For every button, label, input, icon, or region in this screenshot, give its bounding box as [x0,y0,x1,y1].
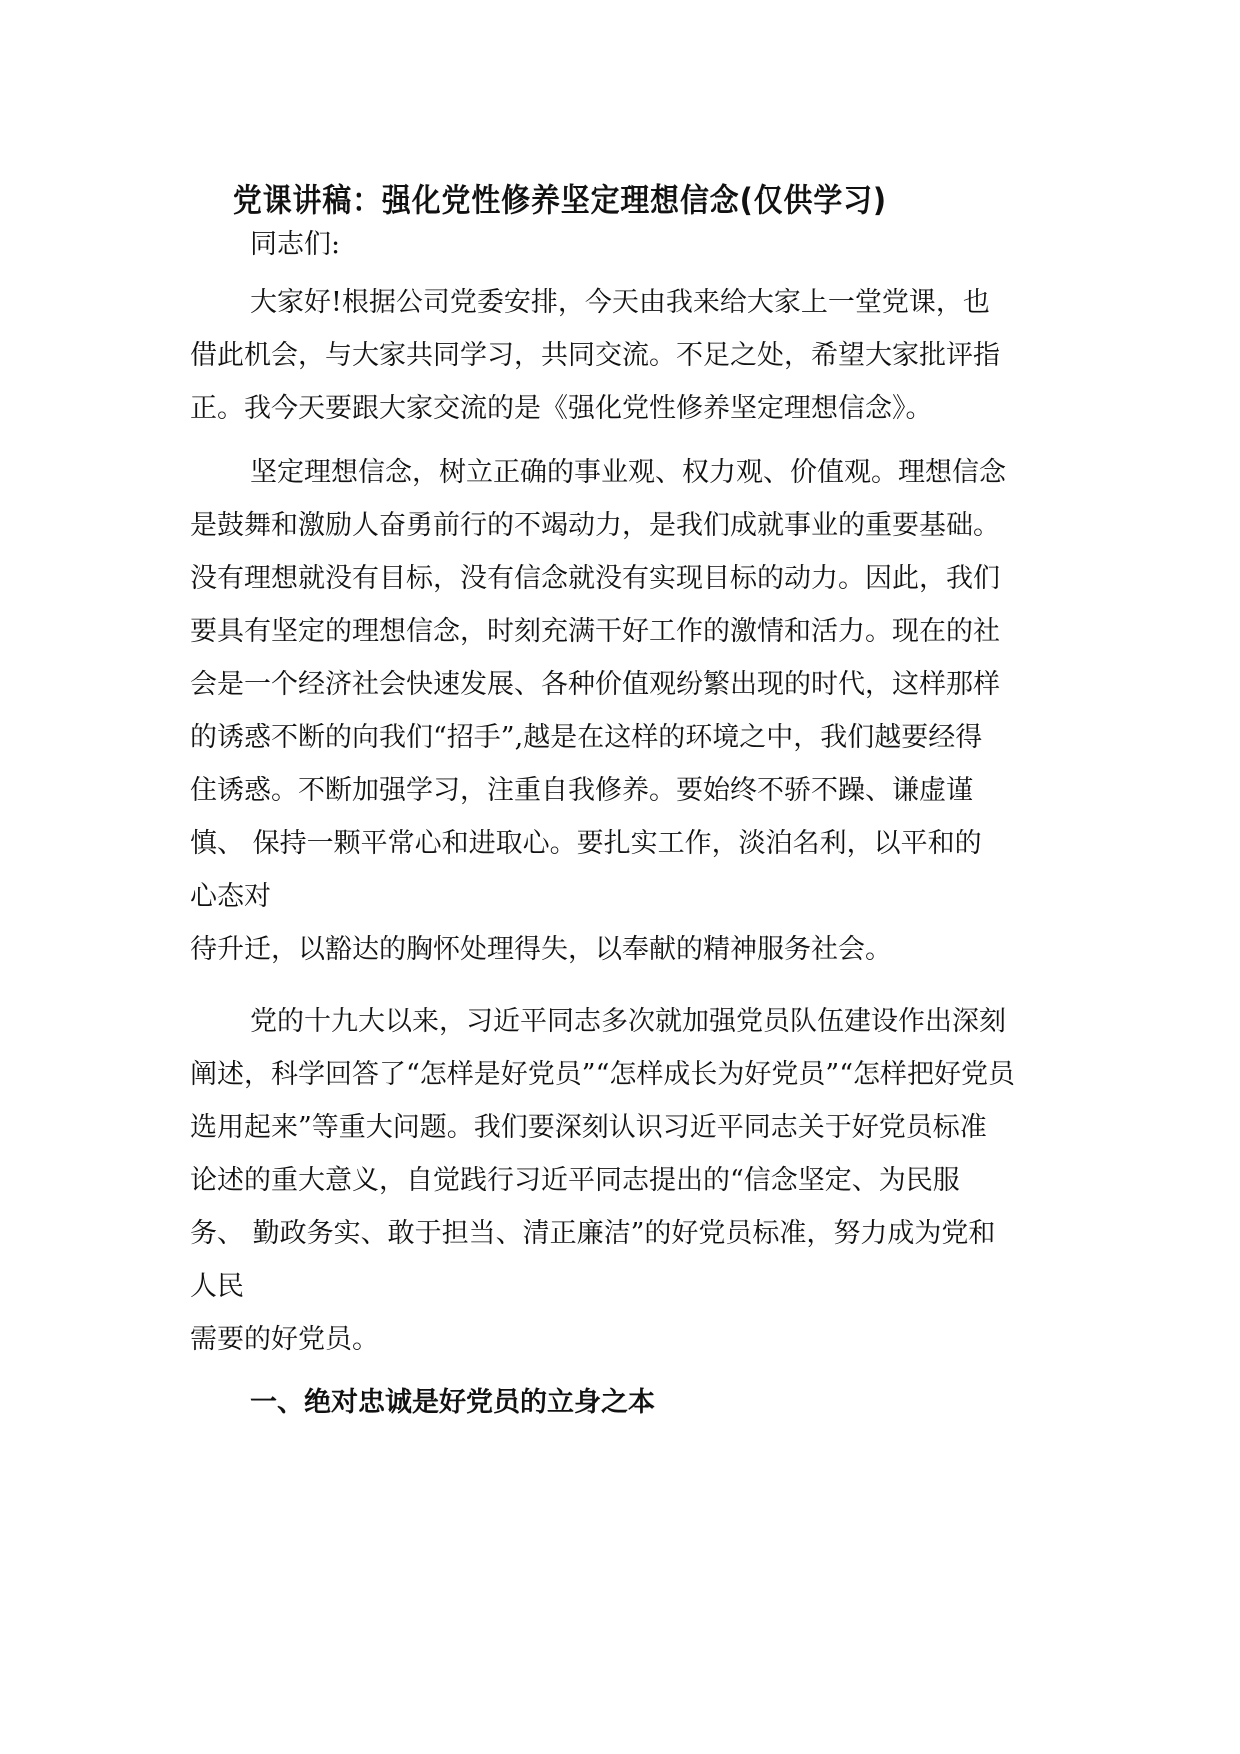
paragraph-3-line-6: 人民 [190,1271,244,1302]
paragraph-1-line-2: 借此机会，与大家共同学习，共同交流。不足之处，希望大家批评指 [190,340,1000,371]
paragraph-2-line-9: 心态对 [190,881,271,912]
paragraph-3-line-4: 论述的重大意义，自觉践行习近平同志提出的“信念坚定、为民服 [190,1165,960,1196]
section-heading: 一、绝对忠诚是好党员的立身之本 [250,1387,655,1418]
paragraph-3-line-5: 务、 勤政务实、敢于担当、清正廉洁”的好党员标准，努力成为党和 [190,1218,996,1249]
paragraph-2-line-5: 会是一个经济社会快速发展、各种价值观纷繁出现的时代，这样那样 [190,669,1000,700]
paragraph-2-line-1: 坚定理想信念，树立正确的事业观、权力观、价值观。理想信念 [250,457,1006,488]
paragraph-2-line-6: 的诱惑不断的向我们“招手”,越是在这样的环境之中，我们越要经得 [190,722,983,753]
paragraph-1-line-1: 大家好!根据公司党委安排，今天由我来给大家上一堂党课，也 [250,287,990,318]
paragraph-2-line-10: 待升迁，以豁达的胸怀处理得失，以奉献的精神服务社会。 [190,934,892,965]
paragraph-1-line-3: 正。我今天要跟大家交流的是《强化党性修养坚定理想信念》。 [190,393,933,424]
paragraph-2-line-3: 没有理想就没有目标，没有信念就没有实现目标的动力。因此，我们 [190,563,1000,594]
paragraph-2-line-2: 是鼓舞和激励人奋勇前行的不竭动力，是我们成就事业的重要基础。 [190,510,1000,541]
paragraph-3-line-2: 阐述，科学回答了“怎样是好党员”“怎样成长为好党员”“怎样把好党员 [190,1059,1016,1090]
paragraph-3-line-1: 党的十九大以来，习近平同志多次就加强党员队伍建设作出深刻 [250,1006,1006,1037]
paragraph-2-line-4: 要具有坚定的理想信念，时刻充满干好工作的激情和活力。现在的社 [190,616,1000,647]
paragraph-2-line-7: 住诱惑。不断加强学习，注重自我修养。要始终不骄不躁、谦虚谨 [190,775,973,806]
salutation: 同志们: [250,229,341,260]
paragraph-2-line-8: 慎、 保持一颗平常心和进取心。要扎实工作，淡泊名利，以平和的 [190,828,982,859]
document-title: 党课讲稿：强化党性修养坚定理想信念(仅供学习) [232,181,888,219]
paragraph-3-line-3: 选用起来”等重大问题。我们要深刻认识习近平同志关于好党员标准 [190,1112,987,1143]
paragraph-3-line-7: 需要的好党员。 [190,1324,379,1355]
